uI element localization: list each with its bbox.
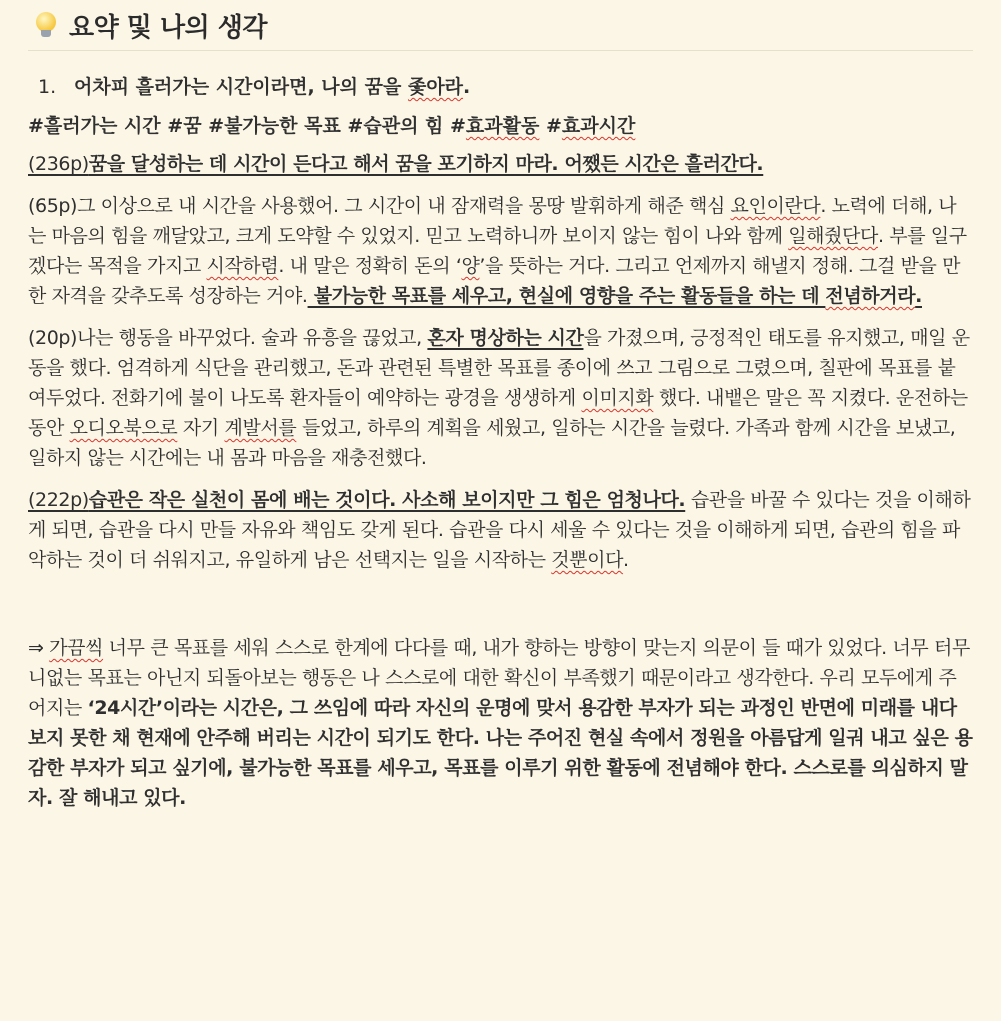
lightbulb-icon <box>33 10 59 40</box>
p1-bold: 꿈을 달성하는 데 시간이 든다고 해서 꿈을 포기하지 마라. 어쨌든 시간은 흘러간다. <box>88 153 764 175</box>
paragraph-20p <box>28 323 973 473</box>
item-text-c: . <box>463 76 471 98</box>
item-text <box>74 73 470 101</box>
p2-t3: . 부를 일구겠다는 목적을 가지고 <box>28 225 967 277</box>
p2-t2: . 노력에 더해, 나는 마음의 힘을 깨달았고, 크게 도약할 수 있었지. 믿고 노력하니까 보이지 않는 힘이 나와 함께 <box>28 195 957 247</box>
item-text-a: 어차피 흘러가는 시간이라면, 나의 꿈을 <box>74 76 408 98</box>
p4-t2: . <box>623 549 629 571</box>
p3-t5: 들었고, 하루의 계획을 세웠고, 일하는 시간을 늘렸다. 가족과 함께 시간을 보냈고, 일하지 않는 시간에는 내 몸과 마음을 재충전했다. <box>28 417 956 469</box>
p2-s4: 양 <box>461 255 480 277</box>
p2-s2: 일해줬단다 <box>788 225 878 247</box>
section-heading <box>28 0 973 51</box>
p4-s1: 것뿐이다 <box>551 549 624 571</box>
p2-t5: ’을 뜻하는 거다. 그리고 언제까지 해낼지 정해. 그걸 받을 만한 자격을 갖추도록 성장하는 거야. <box>28 255 961 307</box>
p5-s1: 가끔씩 <box>49 637 104 659</box>
p3-s3: 계발서를 <box>224 417 297 439</box>
p3-t4: 자기 <box>177 417 225 439</box>
p5-arrow: ⇒ <box>28 637 50 659</box>
p4-t1: 습관을 바꿀 수 있다는 것을 이해하게 되면, 습관을 다시 만들 자유와 책임도 갖게 된다. 습관을 다시 세울 수 있다는 것을 이해하게 되면, 습관의 힘을 파악하는 것이 더 쉬워지고, 유일하게 남은 선택지는 일을 시작하는 <box>28 489 971 571</box>
p2-b3: . <box>915 285 922 307</box>
item-text-b: 좇아라 <box>407 76 464 98</box>
p2-t1: (65p)그 이상으로 내 시간을 사용했어. 그 시간이 내 잠재력을 몽땅 발휘하게 해준 핵심 <box>28 195 731 217</box>
p4-b1: 습관은 작은 실천이 몸에 배는 것이다. 사소해 보이지만 그 힘은 엄청나다. <box>88 489 686 511</box>
paragraph-reflection <box>28 633 973 813</box>
tags-c: # <box>539 115 562 137</box>
heading-title: 요약 및 나의 생각 <box>69 12 267 43</box>
p2-b2: 전념하거라 <box>825 285 916 307</box>
p3-t3: 했다. 내뱉은 말은 꼭 지켰다. 운전하는 동안 <box>28 387 968 439</box>
empty-line <box>28 575 973 633</box>
tag-effect-time: 효과시간 <box>561 115 636 137</box>
p3-s1: 이미지화 <box>581 387 654 409</box>
hashtag-line <box>28 111 973 141</box>
paragraph-65p <box>28 191 973 311</box>
paragraph-222p <box>28 485 973 575</box>
p2-s1: 요인이란다 <box>730 195 821 217</box>
p2-s3: 시작하렴 <box>206 255 279 277</box>
numbered-item-1 <box>28 73 973 101</box>
p2-t4: . 내 말은 정확히 돈의 ‘ <box>278 255 462 277</box>
tags-a: #흘러가는 시간 #꿈 #불가능한 목표 #습관의 힘 # <box>28 115 466 137</box>
tag-effect-activity: 효과활동 <box>465 115 540 137</box>
p2-b1: 불가능한 목표를 세우고, 현실에 영향을 주는 활동들을 하는 데 <box>307 285 826 307</box>
paragraph-236p <box>28 149 973 179</box>
p5-t2: 너무 큰 목표를 세워 스스로 한계에 다다를 때, 내가 향하는 방향이 맞는지 의문이 들 때가 있었다. 너무 터무니없는 목표는 아닌지 되돌아보는 행동은 나 스스로에 대한 확신이 부족했기 때문이라고 생각한다. 우리 모두에게 주어지는 <box>28 637 970 719</box>
p1-ref: (236p) <box>28 153 89 175</box>
p3-t2: 을 가졌으며, 긍정적인 태도를 유지했고, 매일 운동을 했다. 엄격하게 식단을 관리했고, 돈과 관련된 특별한 목표를 종이에 쓰고 그림으로 그렸으며, 칠판에 목표를 붙여두었다. 전화기에 불이 나도록 환자들이 예약하는 광경을 생생하게 <box>28 327 970 409</box>
p3-s2: 오디오북으로 <box>69 417 178 439</box>
p3-t1: (20p)나는 행동을 바꾸었다. 술과 유흥을 끊었고, <box>28 327 428 349</box>
p4-ref: (222p) <box>28 489 89 511</box>
p5-b1: ‘24시간’이라는 시간은, 그 쓰임에 따라 자신의 운명에 맞서 용감한 부자가 되는 과정인 반면에 미래를 내다보지 못한 채 현재에 안주해 버리는 시간이 되기도 한다. 나는 주어진 현실 속에서 정원을 아름답게 일궈 내고 싶은 용감한 부자가 되고 싶기에, 불가능한 목표를 세우고, 목표를 이루기 위한 활동에 전념해야 한다. 스스로를 의심하지 말자. 잘 해내고 있다. <box>28 697 973 809</box>
item-number: 1. <box>38 76 57 98</box>
p3-b1: 혼자 명상하는 시간 <box>427 327 584 349</box>
